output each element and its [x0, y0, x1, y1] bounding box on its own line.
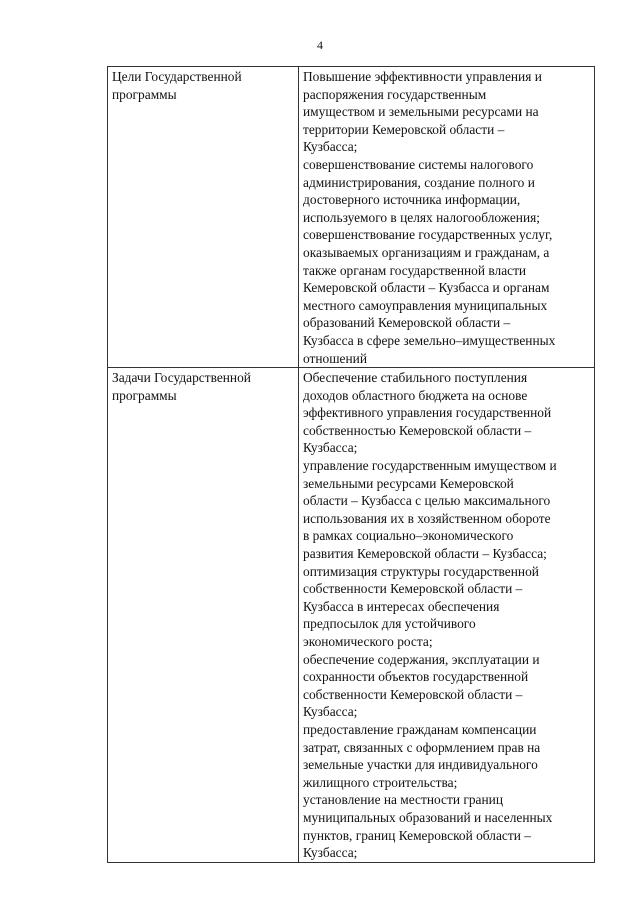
- tasks-text-line: установление на местности границ: [303, 792, 503, 808]
- tasks-text-line: области – Кузбасса с целью максимального: [303, 493, 551, 509]
- goals-text-line: территории Кемеровской области –: [303, 121, 505, 137]
- goals-text-line: Кемеровской области – Кузбасса и органам: [303, 280, 550, 296]
- tasks-label-cell: [108, 368, 299, 863]
- tasks-text-line: в рамках социально–экономического: [303, 528, 514, 544]
- goals-text-line: используемого в целях налогообложения;: [303, 209, 540, 225]
- tasks-text-line: Кузбасса;: [303, 440, 358, 456]
- goals-text-line: Кузбасса;: [303, 139, 358, 155]
- program-table: [107, 66, 595, 863]
- tasks-text-line: собственностью Кемеровской области –: [303, 422, 532, 438]
- tasks-text-line: эффективного управления государственной: [303, 405, 552, 421]
- tasks-text-line: управление государственным имуществом и: [303, 458, 557, 474]
- tasks-text-line: собственности Кемеровской области –: [303, 581, 523, 597]
- tasks-text-line: земельные участки для индивидуального: [303, 757, 538, 773]
- tasks-text-line: Кузбасса в интересах обеспечения: [303, 598, 500, 614]
- goals-label-cell: [108, 67, 299, 368]
- tasks-text-line: Кузбасса;: [303, 845, 358, 861]
- goals-label-line: Цели Государственной: [112, 69, 242, 84]
- goals-content-cell: [299, 67, 595, 368]
- goals-text-line: администрирования, создание полного и: [303, 174, 535, 190]
- tasks-text-line: использования их в хозяйственном обороте: [303, 510, 551, 526]
- goals-text-line: достоверного источника информации,: [303, 192, 521, 208]
- tasks-text-line: доходов областного бюджета на основе: [303, 387, 528, 403]
- tasks-content-cell: [299, 368, 595, 863]
- tasks-text-line: оптимизация структуры государственной: [303, 563, 539, 579]
- goals-text-line: совершенствование системы налогового: [303, 156, 534, 172]
- table-row-tasks: [108, 368, 595, 863]
- page-number: 4: [317, 38, 323, 52]
- goals-text-line: отношений: [303, 350, 367, 366]
- goals-text-line: оказываемых организациям и гражданам, а: [303, 244, 550, 260]
- tasks-text-line: жилищного строительства;: [303, 774, 458, 790]
- tasks-text-line: затрат, связанных с оформлением прав на: [303, 739, 541, 755]
- tasks-text-line: предпосылок для устойчивого: [303, 616, 476, 632]
- tasks-text-line: Обеспечение стабильного поступления: [303, 370, 528, 386]
- goals-text-line: распоряжения государственным: [303, 86, 487, 102]
- tasks-text-line: муниципальных образований и населенных: [303, 809, 553, 825]
- tasks-label-line: программы: [112, 387, 177, 403]
- table-row-goals: [108, 67, 595, 368]
- tasks-text-line: земельными ресурсами Кемеровской: [303, 475, 514, 491]
- goals-text-line: образований Кемеровской области –: [303, 315, 511, 331]
- goals-text-line: имуществом и земельными ресурсами на: [303, 104, 539, 120]
- tasks-label-line: Задачи Государственной: [112, 370, 251, 386]
- tasks-text-line: обеспечение содержания, эксплуатации и: [303, 651, 540, 667]
- tasks-text-line: сохранности объектов государственной: [303, 669, 529, 685]
- tasks-text-line: пунктов, границ Кемеровской области –: [303, 827, 531, 843]
- goals-text-line: местного самоуправления муниципальных: [303, 297, 548, 313]
- goals-label-line: программы: [112, 86, 177, 102]
- tasks-text-line: экономического роста;: [303, 634, 433, 649]
- tasks-text-line: собственности Кемеровской области –: [303, 686, 523, 702]
- tasks-text-line: предоставление гражданам компенсации: [303, 721, 537, 737]
- goals-text-line: также органам государственной власти: [303, 262, 527, 278]
- tasks-text-line: Кузбасса;: [303, 704, 358, 720]
- goals-text-line: Повышение эффективности управления и: [303, 69, 542, 84]
- tasks-text-line: развития Кемеровской области – Кузбасса;: [303, 546, 547, 562]
- goals-text-line: совершенствование государственных услуг,: [303, 227, 553, 243]
- goals-text-line: Кузбасса в сфере земельно–имущественных: [303, 332, 556, 348]
